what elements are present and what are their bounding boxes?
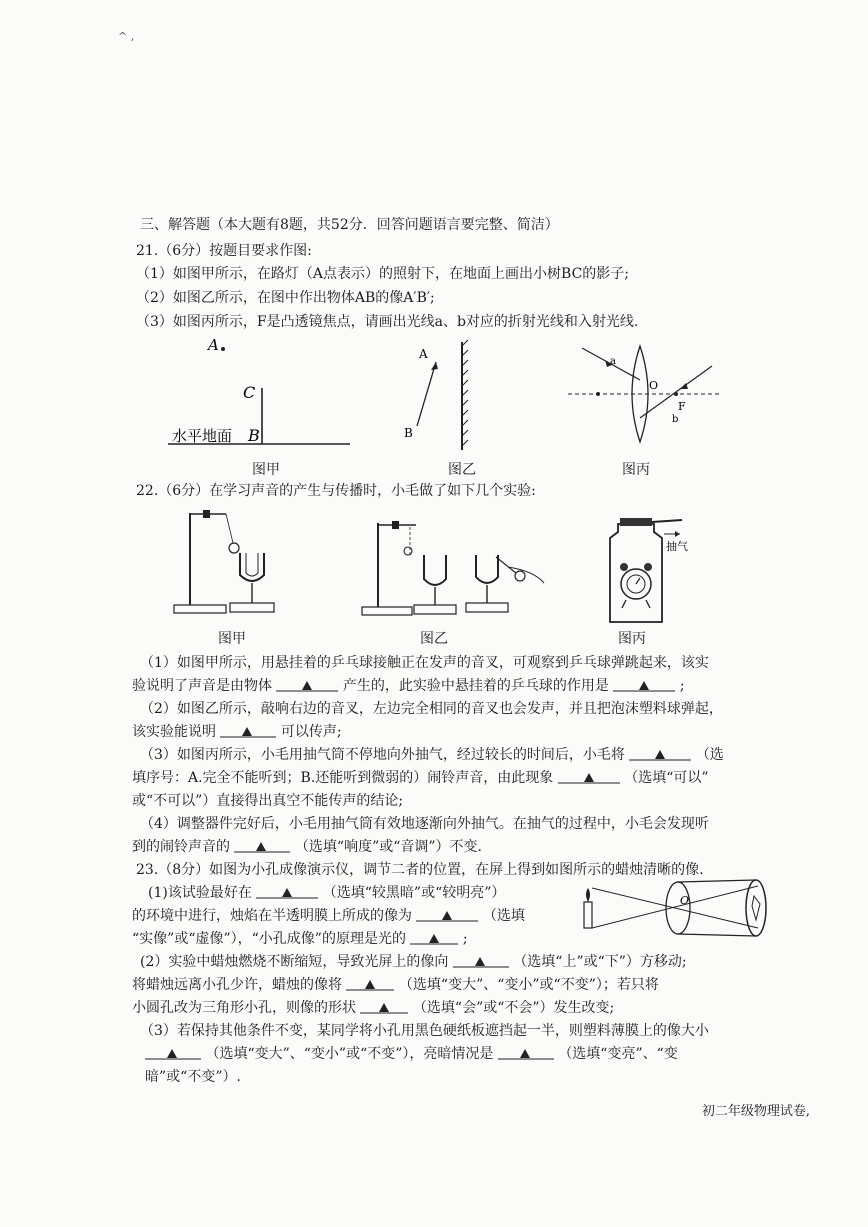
figure-jia-streetlamp (160, 330, 360, 455)
q22-figure-bing-bell-jar (596, 516, 706, 628)
fig-yi-label-b: B (404, 426, 413, 440)
fig-jia-label-b: B (248, 426, 260, 445)
text: 的环境中进行，烛焰在半透明膜上所成的像为 (132, 908, 412, 924)
q23-title: 23.（8分）如图为小孔成像演示仪，调节二者的位置，在屏上得到如图所示的蜡烛清晰的像. (136, 862, 704, 878)
q21-title: 21.（6分）按题目要求作图: (136, 243, 312, 259)
q22-part1-line2 (132, 677, 685, 695)
answer-blank[interactable] (558, 770, 620, 782)
figure-bing-convex-lens (560, 340, 730, 450)
answer-blank[interactable] (346, 977, 394, 989)
corner-scan-mark: ^ , (118, 30, 135, 43)
answer-blank[interactable] (613, 678, 675, 690)
q22-part3-line1 (140, 746, 724, 764)
q23-part3-line3: 暗”或“不变”）. (145, 1069, 241, 1085)
text: （选填“变大”、“变小”或“不变”），亮暗情况是 (205, 1046, 494, 1062)
fig-jia-caption: 图甲 (252, 462, 280, 478)
q22-part4-line2 (132, 838, 482, 856)
answer-blank[interactable] (256, 885, 318, 897)
q22-part2-line1: （2）如图乙所示，敲响右边的音叉，左边完全相同的音叉也会发声，并且把泡沫塑料球弹起， (140, 701, 723, 717)
q23-part2-line2 (132, 976, 659, 994)
text: 填序号：A.完全不能听到；B.还能听到微弱的）闹铃声音，由此现象 (132, 770, 554, 786)
text: ; (679, 678, 685, 694)
q22-fig-bing-caption: 图丙 (618, 631, 646, 647)
answer-blank[interactable] (416, 908, 478, 920)
text: （选填“较黑暗”或“较明亮”） (322, 885, 506, 901)
answer-blank[interactable] (629, 747, 691, 759)
text: (2）实验中蜡烛燃烧不断缩短，导致光屏上的像向 (140, 954, 449, 970)
fig-bing-label-a: a (610, 356, 616, 367)
q22-fig-yi-caption: 图乙 (420, 631, 448, 647)
q21-part3: （3）如图丙所示，F是凸透镜焦点，请画出光线a、b对应的折射光线和入射光线. (136, 314, 639, 330)
text: （选填“变大”、“变小”或“不变”）；若只将 (398, 977, 659, 993)
fig-jia-label-c: C (243, 383, 256, 402)
fig-bing-caption: 图丙 (622, 462, 650, 478)
q23-part3-line1: （3）若保持其他条件不变，某同学将小孔用黑色硬纸板遮挡起一半，则塑料薄膜上的像大小 (140, 1023, 709, 1039)
text: （选 (695, 747, 724, 763)
answer-blank[interactable] (145, 1046, 201, 1058)
text: （选填“可以” (624, 770, 709, 786)
q23-part1-line2 (132, 907, 525, 925)
q21-part2: （2）如图乙所示，在图中作出物体AB的像A′B′; (136, 290, 435, 306)
text: （选填“变亮”、“变 (558, 1046, 678, 1062)
section-header: 三、解答题（本大题有8题，共52分．回答问题语言要完整、简洁） (140, 217, 559, 233)
text: （选填“会”或“不会”）发生改变; (412, 1000, 615, 1016)
text: 小圆孔改为三角形小孔，则像的形状 (132, 1000, 356, 1016)
text: （选填 (482, 908, 525, 924)
answer-blank[interactable] (234, 839, 290, 851)
answer-blank[interactable] (453, 954, 509, 966)
fig-bing-label-f: F (678, 400, 686, 413)
q22-fig-jia-caption: 图甲 (218, 631, 246, 647)
page-footer: 初二年级物理试卷, (701, 1104, 810, 1119)
q23-part1-line3 (132, 930, 468, 948)
text: (1)该试验最好在 (148, 885, 252, 901)
answer-blank[interactable] (220, 724, 276, 736)
text: 产生的，此实验中悬挂着的乒乓球的作用是 (342, 678, 609, 694)
fig-yi-label-a: A (419, 347, 428, 361)
text: ; (462, 931, 468, 947)
q22-part2-line2 (132, 723, 342, 741)
pump-label: 抽气 (666, 540, 688, 553)
text: （选填“响度”或“音调”）不变. (294, 839, 482, 855)
fig-yi-caption: 图乙 (448, 462, 476, 478)
q21-part1: （1）如图甲所示，在路灯（A点表示）的照射下，在地面上画出小树BC的影子; (136, 266, 629, 282)
q23-part2-line1 (140, 953, 687, 971)
q22-part3-line2 (132, 769, 709, 787)
fig-bing-label-o: O (649, 379, 659, 392)
q22-figure-yi-two-forks (358, 515, 548, 625)
fig-bing-label-b: b (672, 414, 679, 425)
q22-part4-line1: （4）调整器件完好后，小毛用抽气筒有效地逐渐向外抽气。在抽气的过程中，小毛会发现听 (140, 816, 709, 832)
q22-part3-line3: 或“不可以”）直接得出真空不能传声的结论; (132, 793, 404, 809)
q23-part2-line3 (132, 999, 614, 1017)
text: （3）如图丙所示，小毛用抽气筒不停地向外抽气，经过较长的时间后，小毛将 (140, 747, 625, 763)
q23-part1-line1 (148, 884, 505, 902)
text: 将蜡烛远离小孔少许，蜡烛的像将 (132, 977, 342, 993)
fig-jia-label-a: A (208, 336, 219, 354)
answer-blank[interactable] (276, 678, 338, 690)
text: 该实验能说明 (132, 724, 216, 740)
q23-figure-pinhole-camera (570, 876, 770, 948)
q22-figure-jia-tuning-fork (170, 505, 280, 620)
text: 可以传声; (280, 724, 342, 740)
fig-jia-ground-label: 水平地面 (172, 427, 233, 445)
answer-blank[interactable] (410, 931, 458, 943)
fig-23-label-o: O (680, 894, 690, 907)
q23-part3-line2 (145, 1045, 678, 1063)
q22-part1-line1: （1）如图甲所示，用悬挂着的乒乓球接触正在发声的音叉，可观察到乒乓球弹跳起来，该实 (140, 655, 709, 671)
text: （选填“上”或“下”）方移动; (513, 954, 687, 970)
answer-blank[interactable] (498, 1046, 554, 1058)
text: 到的闹铃声音的 (132, 839, 230, 855)
text: 验说明了声音是由物体 (132, 678, 272, 694)
text: “实像”或“虚像”），“小孔成像”的原理是光的 (132, 931, 406, 947)
answer-blank[interactable] (360, 1000, 408, 1012)
figure-yi-plane-mirror (395, 338, 485, 458)
q22-title: 22.（6分）在学习声音的产生与传播时，小毛做了如下几个实验: (136, 483, 536, 499)
